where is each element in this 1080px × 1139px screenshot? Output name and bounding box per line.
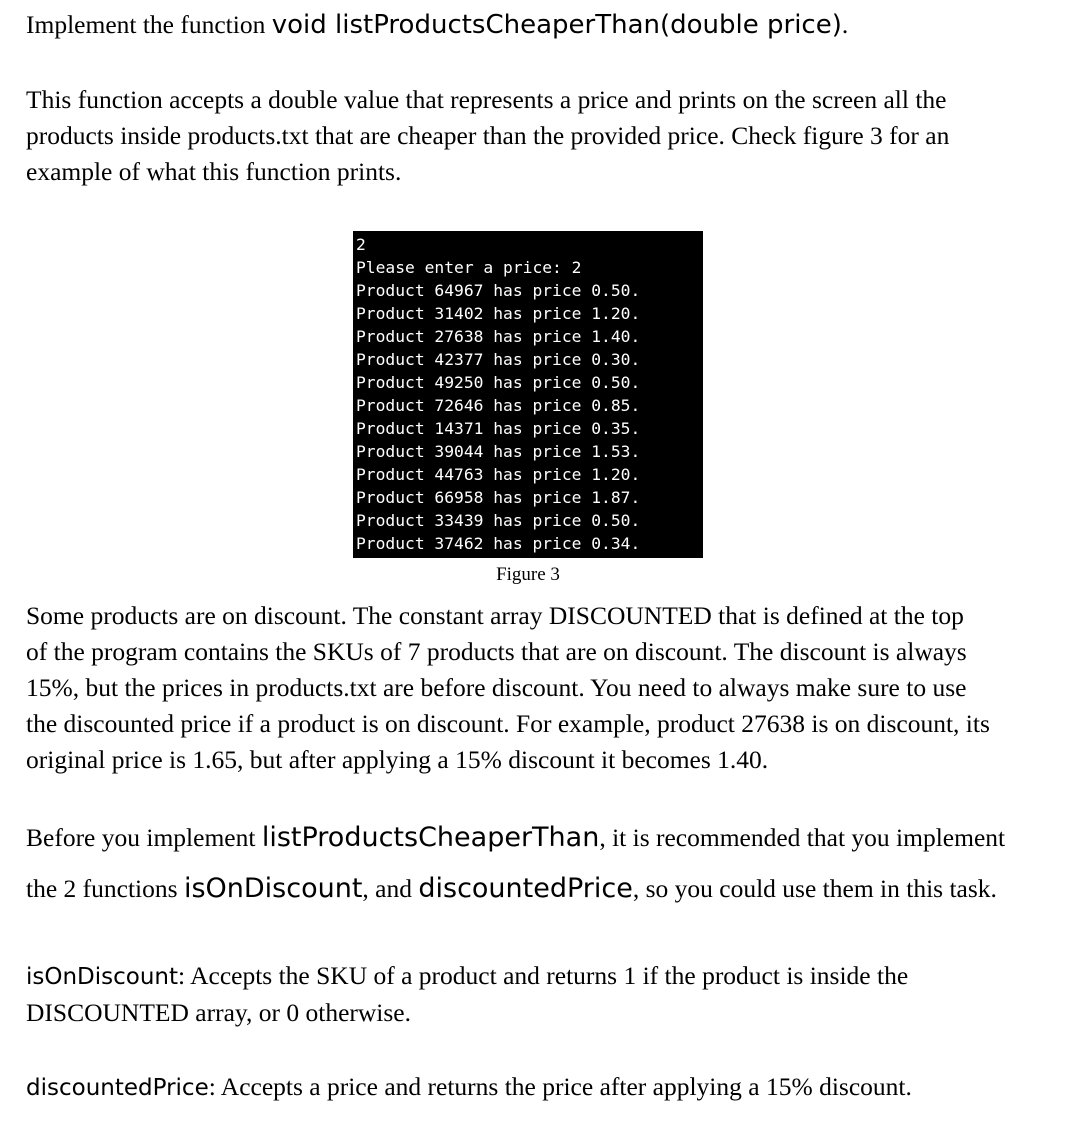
function-name-is-on-discount: isOnDiscount (183, 873, 363, 904)
terminal-line: 2 (356, 235, 366, 254)
intro-text: Implement the function (26, 10, 272, 39)
discount-line: Some products are on discount. The constant array DISCOUNTED that is defined at the top (26, 601, 964, 630)
discount-line: 15%, but the prices in products.txt are before discount. You need to always make sure to use (26, 673, 967, 702)
function-signature: void listProductsCheaperThan(double price) (271, 10, 842, 40)
description-line: This function accepts a double value that represents a price and prints on the screen all the (26, 85, 947, 114)
recommendation-text: Before you implement (26, 823, 262, 852)
function-name-label: discountedPrice (26, 1075, 209, 1101)
discount-line: original price is 1.65, but after applying a 15% discount it becomes 1.40. (26, 745, 769, 774)
terminal-line: Please enter a price: 2 (356, 258, 582, 277)
terminal-line: Product 72646 has price 0.85. (356, 396, 641, 415)
discount-paragraph (26, 598, 1080, 778)
terminal-line: Product 39044 has price 1.53. (356, 442, 641, 461)
discounted-price-description (26, 1069, 1080, 1106)
terminal-line: Product 33439 has price 0.50. (356, 511, 641, 530)
terminal-line: Product 27638 has price 1.40. (356, 327, 641, 346)
terminal-line: Product 44763 has price 1.20. (356, 465, 641, 484)
function-name-discounted-price: discountedPrice (418, 873, 633, 904)
description-line: products inside products.txt that are cheaper than the provided price. Check figure 3 for an (26, 121, 950, 150)
terminal-line: Product 37462 has price 0.34. (356, 534, 641, 553)
intro-paragraph (26, 7, 1080, 43)
function-name-list-products: listProductsCheaperThan (261, 822, 600, 853)
terminal-line: Product 49250 has price 0.50. (356, 373, 641, 392)
recommendation-text: , so you could use them in this task. (632, 874, 997, 903)
recommendation-text: , and (362, 874, 419, 903)
is-on-discount-description (26, 958, 1080, 1031)
terminal-line: Product 42377 has price 0.30. (356, 350, 641, 369)
recommendation-text: the 2 functions (26, 874, 184, 903)
description-paragraph (26, 82, 1080, 190)
terminal-line: Product 64967 has price 0.50. (356, 281, 641, 300)
discounted-price-text: : Accepts a price and returns the price after applying a 15% discount. (208, 1072, 912, 1101)
figure-caption: Figure 3 (496, 564, 560, 585)
function-name-label: isOnDiscount (26, 964, 179, 990)
discount-line: of the program contains the SKUs of 7 products that are on discount. The discount is always (26, 637, 967, 666)
terminal-line: Product 31402 has price 1.20. (356, 304, 641, 323)
description-line: example of what this function prints. (26, 157, 402, 186)
recommendation-line-1 (26, 820, 1080, 856)
is-on-discount-text: DISCOUNTED array, or 0 otherwise. (26, 998, 412, 1027)
recommendation-text: , it is recommended that you implement (599, 823, 1006, 852)
recommendation-line-2 (26, 871, 1080, 907)
terminal-line: Product 66958 has price 1.87. (356, 488, 641, 507)
intro-end: . (841, 10, 849, 39)
discount-line: the discounted price if a product is on discount. For example, product 27638 is on discount, its (26, 709, 990, 738)
terminal-line: Product 14371 has price 0.35. (356, 419, 641, 438)
terminal-output-figure (353, 231, 703, 558)
is-on-discount-text: : Accepts the SKU of a product and returns 1 if the product is inside the (178, 961, 909, 990)
